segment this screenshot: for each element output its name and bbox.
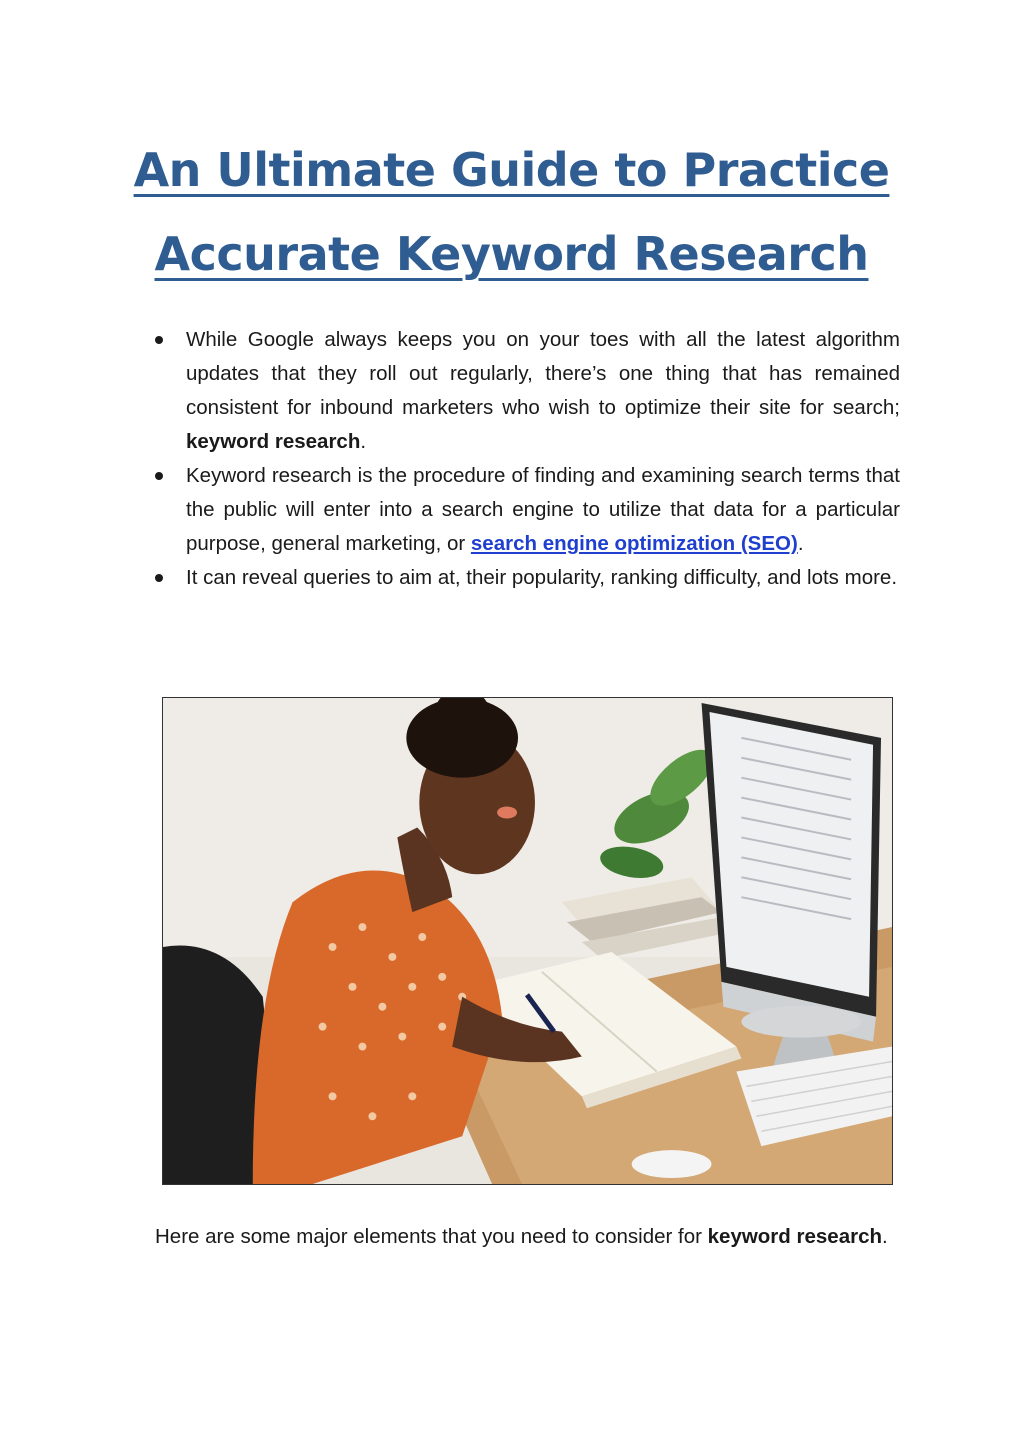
bullet-1-bold: keyword research <box>186 430 361 453</box>
bullet-2-text: Keyword research is the procedure of finding and examining search terms that the public will enter into a search engine to utilize that data for a particular purpose, general marketing, or <box>186 464 900 555</box>
bullet-2-end: . <box>797 532 804 555</box>
seo-link[interactable]: search engine optimization (SEO) <box>470 532 798 555</box>
bullet-1-end: . <box>360 430 367 453</box>
title-line-1: An Ultimate Guide to Practice <box>133 143 890 197</box>
closing-text: Here are some major elements that you need to consider for <box>155 1225 708 1248</box>
bullet-item-2 <box>152 459 900 561</box>
woman-writing-at-desk-photo <box>162 697 893 1185</box>
document-title <box>100 128 923 296</box>
bullet-list <box>152 323 900 595</box>
closing-paragraph <box>155 1220 900 1254</box>
closing-end: . <box>882 1225 888 1248</box>
bullet-3-text: It can reveal queries to aim at, their popularity, ranking difficulty, and lots more. <box>186 566 898 589</box>
photo-illustration <box>163 698 892 1184</box>
bullet-item-1 <box>152 323 900 459</box>
bullet-item-3 <box>152 561 900 595</box>
bullet-1-text: While Google always keeps you on your toes with all the latest algorithm updates that they roll out regularly, there’s one thing that has remained consistent for inbound marketers who wish to optimize their site for search; <box>186 328 900 419</box>
title-line-2: Accurate Keyword Research <box>154 227 869 281</box>
closing-bold: keyword research <box>707 1225 882 1248</box>
